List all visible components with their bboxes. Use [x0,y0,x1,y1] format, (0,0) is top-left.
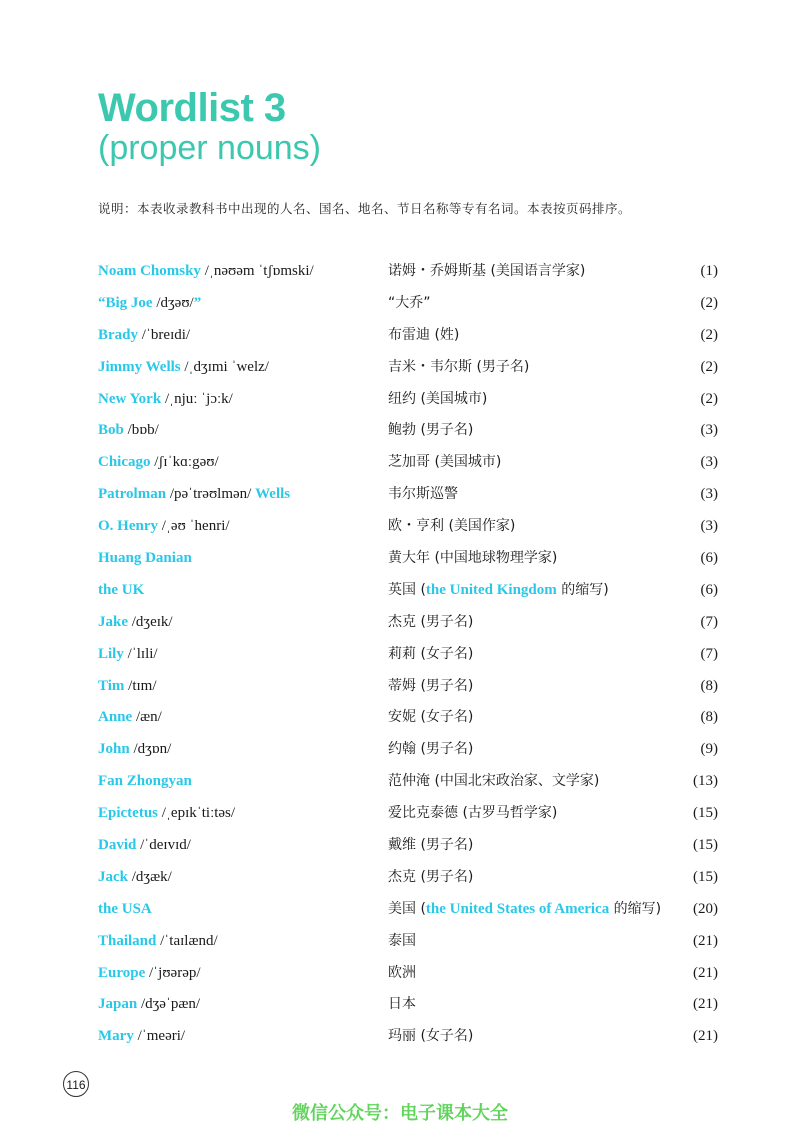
entry-word-suffix: Wells [255,486,291,503]
entry-word: Jack [98,868,128,885]
entry-page-ref: (21) [693,932,718,949]
entry-translation [388,481,458,507]
translation-text: 鲍勃 (男子名) [388,422,474,439]
translation-text: 杰克 (男子名) [388,613,474,630]
entry-word: John [98,741,130,758]
entry-page-ref: (13) [693,773,718,790]
entry-phonetic: /dʒəʊ/ [152,294,194,311]
entry-page-ref: (3) [700,518,718,535]
entry-page-ref: (7) [700,645,718,662]
entry-word: Fan Zhongyan [98,773,192,790]
translation-text: 黄大年 (中国地球物理学家) [388,550,558,567]
entry-word: Noam Chomsky [98,263,201,279]
entry-phonetic: /ˈlɪli/ [123,645,158,662]
entry-term [98,928,218,954]
entry-phonetic: /ˈtaɪlænd/ [156,932,218,949]
translation-text: 爱比克泰德 (古罗马哲学家) [388,805,558,822]
entry-phonetic: /ˈdeɪvɪd/ [136,837,191,854]
entry-term [98,290,201,316]
entry-translation [388,449,501,475]
entry-phonetic: /ˈbreɪdi/ [138,326,191,343]
entry-phonetic: /ˌdʒɪmi ˈwelz/ [180,358,269,375]
entry-term [98,354,269,380]
entry-translation [388,386,487,412]
entry-translation [388,960,416,986]
entry-translation [388,609,473,635]
wordlist-row [98,1023,718,1055]
entry-translation [388,290,431,316]
wordlist-row [98,290,718,322]
translation-text: 玛丽 (女子名) [388,1028,474,1045]
entry-translation [388,641,473,667]
page-subtitle: (proper nouns) [98,129,322,167]
entry-term [98,322,190,348]
entry-word: “Big Joe [98,294,153,311]
entry-page-ref: (15) [693,837,718,854]
entry-translation [388,354,529,380]
entry-translation [388,322,459,348]
translation-text: 芝加哥 (美国城市) [388,454,502,471]
wordlist-row [98,928,718,960]
translation-text: 范仲淹 (中国北宋政治家、文学家) [388,773,600,790]
entry-translation [388,545,557,571]
entry-page-ref: (6) [700,550,718,567]
wordlist-row [98,704,718,736]
entry-translation [388,577,609,603]
entry-word: the USA [98,900,152,917]
entry-translation [388,864,473,890]
entry-translation [388,417,473,443]
translation-text: 戴维 (男子名) [388,837,474,854]
translation-text-end: 的缩写) [556,581,609,598]
wordlist-row [98,386,718,418]
entry-phonetic: /ˌnəʊəm ˈtʃɒmski/ [200,263,314,279]
entry-page-ref: (2) [700,326,718,343]
wordlist-row [98,960,718,992]
footer-watermark: 微信公众号：电子课本大全 [292,1103,508,1124]
entry-page-ref: (15) [693,868,718,885]
translation-text: 约翰 (男子名) [388,741,474,758]
entry-phonetic: /æn/ [132,709,162,726]
entry-page-ref: (2) [700,294,718,311]
translation-text: 安妮 (女子名) [388,709,474,726]
entry-translation [388,513,515,539]
entry-term [98,832,191,858]
translation-text: 杰克 (男子名) [388,868,474,885]
entry-page-ref: (6) [700,581,718,598]
wordlist-row [98,896,718,928]
entry-word: Bob [98,422,124,439]
page-title: Wordlist 3 [98,86,286,130]
entry-page-ref: (15) [693,805,718,822]
entry-word: David [98,837,137,854]
entry-term [98,258,314,284]
entry-phonetic: /pəˈtrəʊlmən/ [166,486,256,503]
entry-translation [388,800,557,826]
entry-term [98,386,233,412]
translation-text: “大乔” [388,294,431,311]
wordlist-row [98,354,718,386]
entry-page-ref: (8) [700,677,718,694]
wordlist-row [98,768,718,800]
wordlist-row [98,832,718,864]
entry-word: Patrolman [98,486,167,503]
entry-term [98,704,162,730]
wordlist-row [98,258,718,290]
entry-term [98,673,157,699]
entry-translation [388,991,416,1017]
page-number: 116 [63,1071,89,1097]
translation-text: 美国 ( [388,900,426,917]
explanation-note: 说明：本表收录教科书中出现的人名、国名、地名、节日名称等专有名词。本表按页码排序。 [98,201,632,216]
translation-english-term: the United States of America [425,900,610,917]
entry-term [98,896,152,922]
entry-term [98,768,192,794]
translation-text: 蒂姆 (男子名) [388,677,474,694]
translation-text-end: 的缩写) [609,900,662,917]
entry-page-ref: (21) [693,964,718,981]
entry-phonetic: /ˌəʊ ˈhenri/ [158,518,230,535]
wordlist-row [98,673,718,705]
entry-translation [388,258,585,284]
entry-word: Anne [98,709,133,726]
entry-phonetic: /ˌnjuː ˈjɔːk/ [161,390,233,407]
entry-phonetic: /bɒb/ [123,422,159,439]
entry-term [98,800,235,826]
wordlist-row [98,513,718,545]
entry-page-ref: (2) [700,390,718,407]
entry-page-ref: (21) [693,996,718,1013]
entry-word-suffix: ” [193,294,202,311]
entry-translation [388,736,473,762]
entry-term [98,545,192,571]
wordlist [98,258,718,1055]
entry-page-ref: (1) [700,263,718,279]
translation-text: 莉莉 (女子名) [388,645,474,662]
entry-page-ref: (2) [700,358,718,375]
entry-translation [388,928,416,954]
entry-word: Brady [98,326,139,343]
entry-word: Thailand [98,932,157,949]
entry-term [98,609,173,635]
entry-translation [388,1023,473,1049]
wordlist-row [98,800,718,832]
entry-phonetic: /dʒeɪk/ [128,613,173,630]
wordlist-row [98,609,718,641]
entry-term [98,481,290,507]
translation-text: 布雷迪 (姓) [388,326,460,343]
entry-term [98,1023,185,1049]
entry-page-ref: (20) [693,900,718,917]
entry-word: Europe [98,964,146,981]
translation-text: 欧洲 [388,964,416,981]
wordlist-row [98,449,718,481]
entry-term [98,641,158,667]
entry-translation [388,673,473,699]
entry-word: New York [98,390,162,407]
entry-phonetic: /tɪm/ [124,677,157,694]
translation-text: 韦尔斯巡警 [388,486,458,503]
entry-term [98,960,201,986]
entry-phonetic: /ˈmeəri/ [133,1028,186,1045]
entry-phonetic: /ˈjʊərəp/ [145,964,201,981]
entry-term [98,417,159,443]
entry-word: Chicago [98,454,151,471]
wordlist-row [98,864,718,896]
entry-phonetic: /dʒæk/ [128,868,172,885]
entry-word: Lily [98,645,124,662]
wordlist-row [98,322,718,354]
entry-word: Huang Danian [98,550,192,567]
entry-word: Tim [98,677,125,694]
translation-text: 英国 ( [388,581,426,598]
entry-page-ref: (3) [700,422,718,439]
entry-word: Mary [98,1028,134,1045]
translation-text: 纽约 (美国城市) [388,390,488,407]
entry-word: Japan [98,996,138,1013]
entry-term [98,864,172,890]
translation-text: 吉米・韦尔斯 (男子名) [388,358,530,375]
entry-term [98,513,230,539]
entry-page-ref: (3) [700,486,718,503]
entry-page-ref: (7) [700,613,718,630]
entry-word: the UK [98,581,145,598]
entry-phonetic: /dʒɒn/ [129,741,172,758]
entry-term [98,736,171,762]
entry-term [98,991,200,1017]
translation-text: 诺姆・乔姆斯基 (美国语言学家) [388,263,586,279]
entry-phonetic: /dʒəˈpæn/ [137,996,201,1013]
entry-phonetic: /ʃɪˈkɑːgəʊ/ [150,454,219,471]
entry-term [98,577,144,603]
entry-word: Jake [98,613,128,630]
entry-word: Epictetus [98,805,158,822]
wordlist-row [98,736,718,768]
entry-word: Jimmy Wells [98,358,181,375]
translation-text: 泰国 [388,932,416,949]
entry-term [98,449,219,475]
wordlist-row [98,991,718,1023]
translation-text: 日本 [388,996,416,1013]
entry-translation [388,768,599,794]
entry-page-ref: (21) [693,1028,718,1045]
wordlist-row [98,577,718,609]
entry-page-ref: (9) [700,741,718,758]
wordlist-row [98,545,718,577]
entry-phonetic: /ˌepɪkˈtiːtəs/ [158,805,236,822]
entry-translation [388,704,473,730]
entry-translation [388,896,661,922]
entry-word: O. Henry [98,518,158,535]
wordlist-row [98,481,718,513]
entry-page-ref: (3) [700,454,718,471]
wordlist-row [98,417,718,449]
entry-page-ref: (8) [700,709,718,726]
translation-text: 欧・亨利 (美国作家) [388,518,516,535]
entry-translation [388,832,473,858]
wordlist-row [98,641,718,673]
translation-english-term: the United Kingdom [425,581,557,598]
